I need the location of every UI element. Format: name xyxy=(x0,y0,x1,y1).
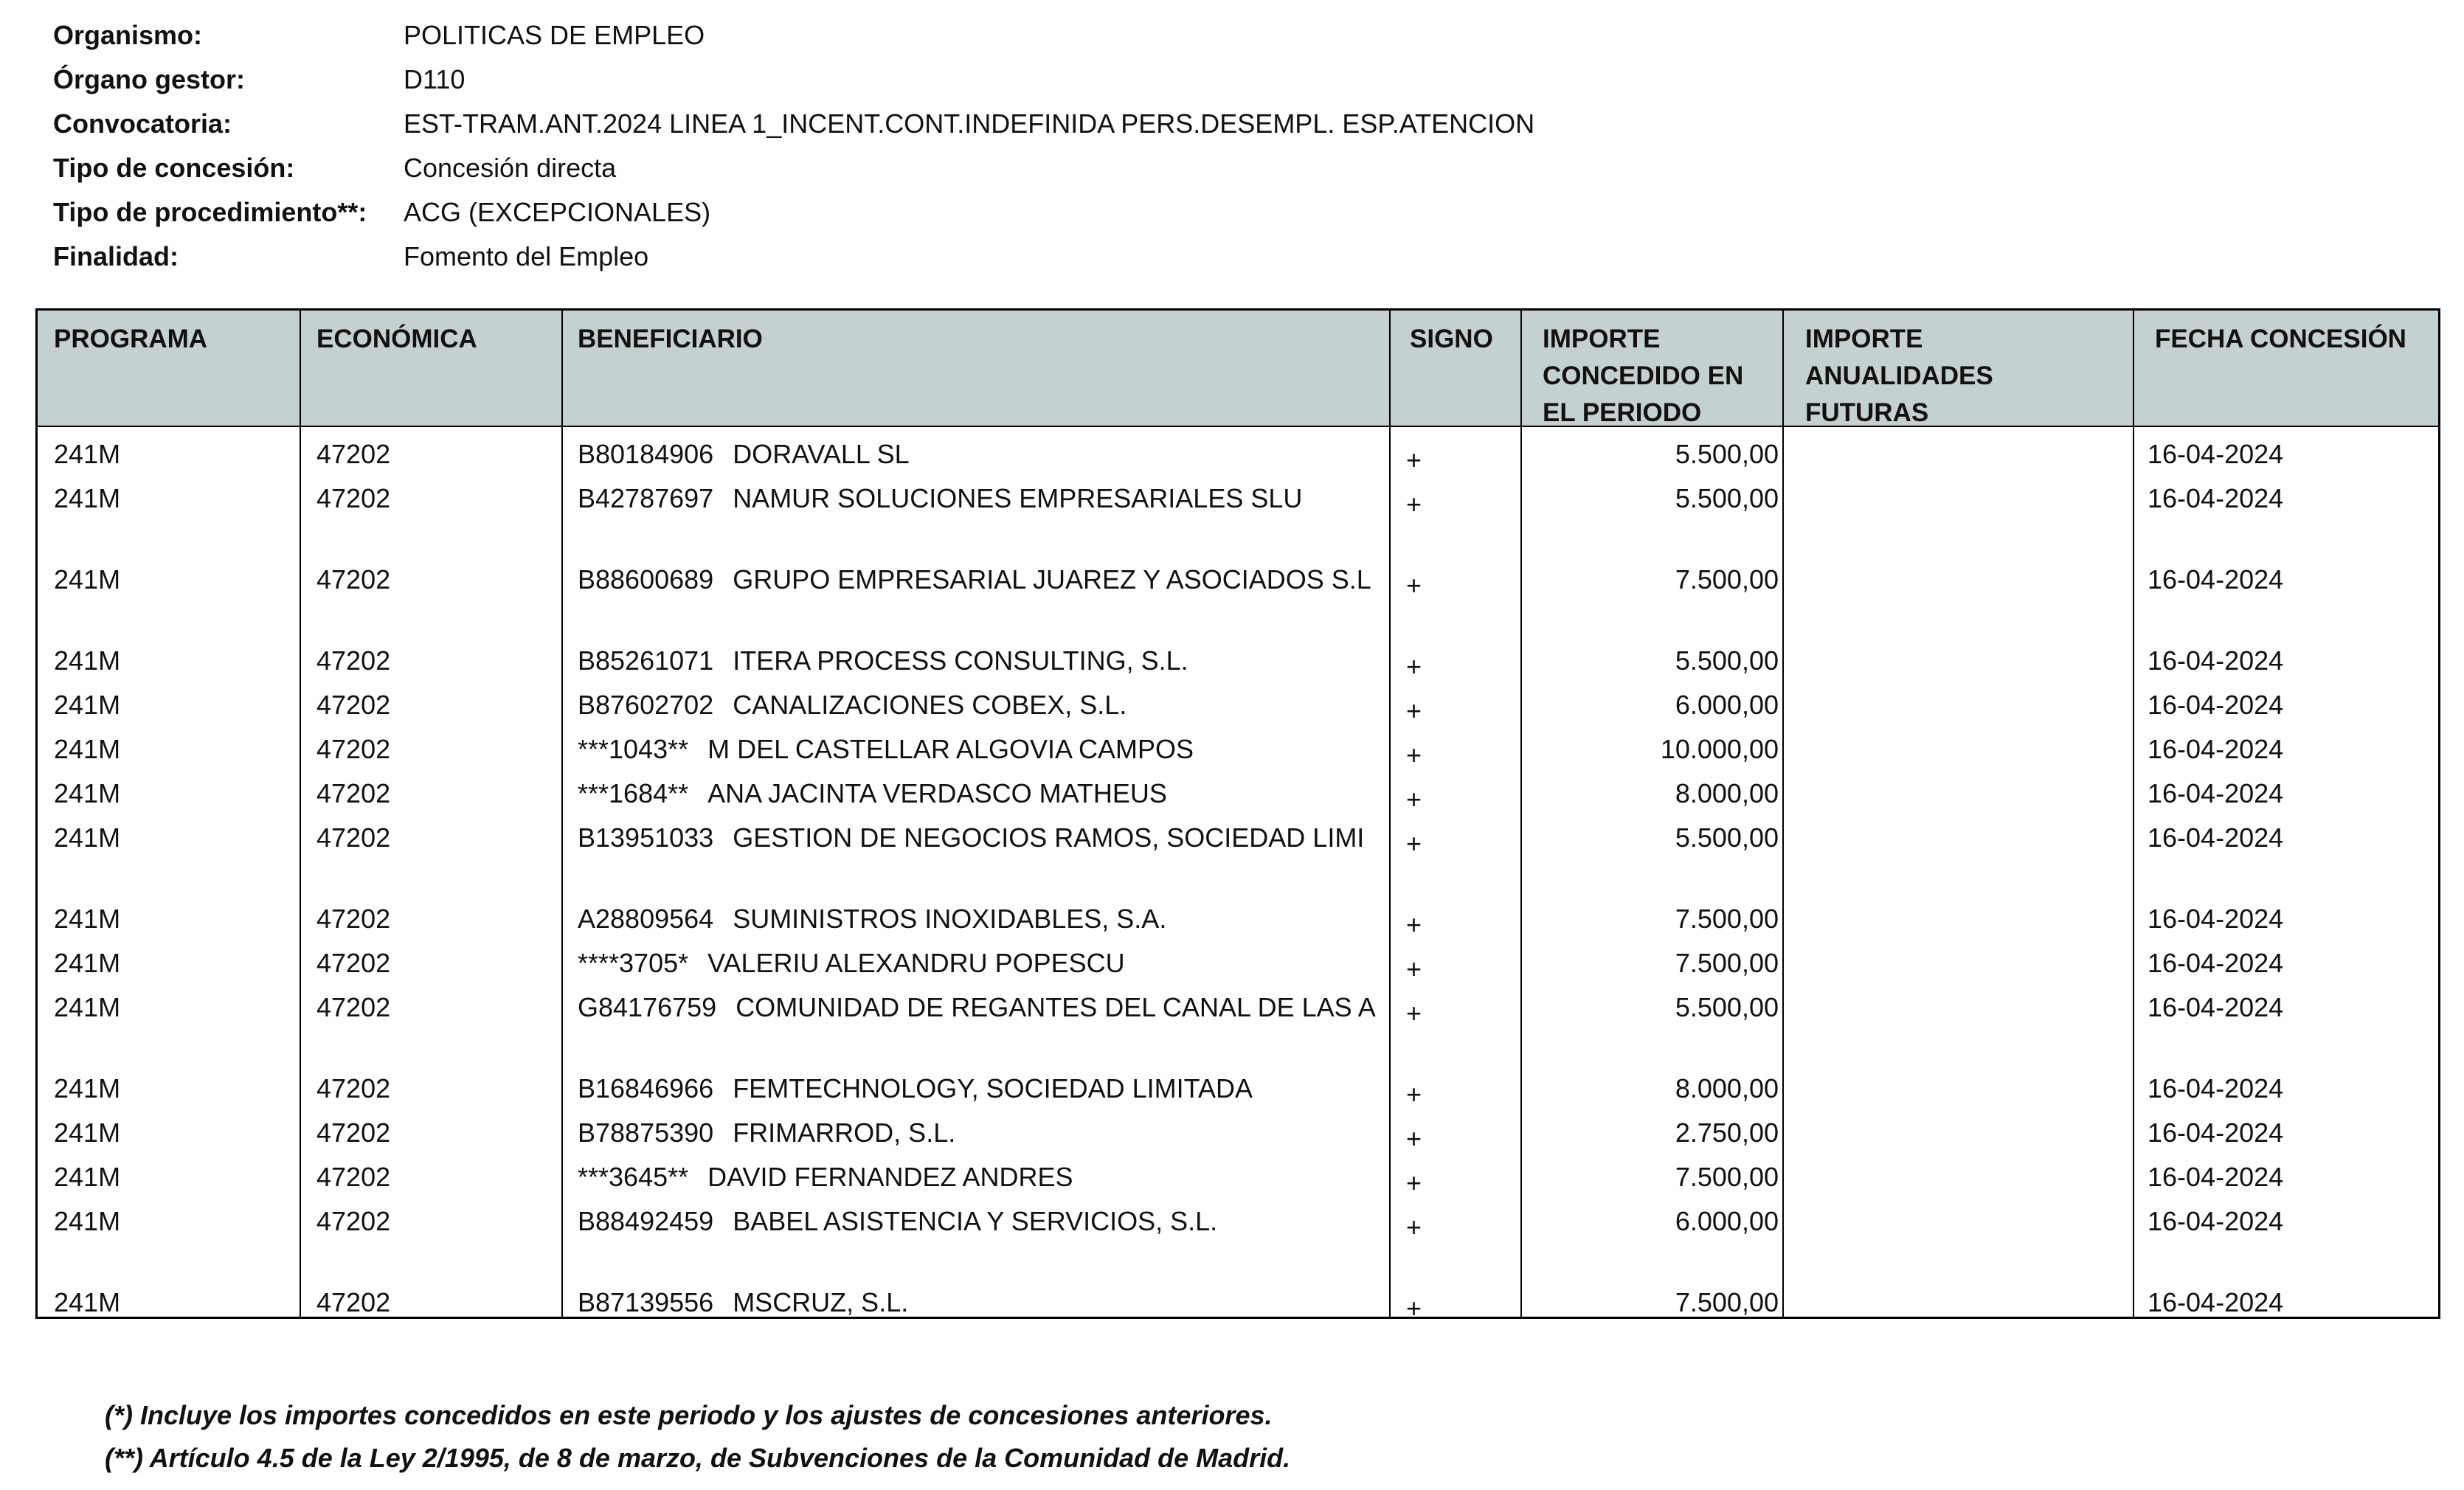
cell-importe: 8.000,00 xyxy=(1675,1073,1779,1103)
cell-importe: 5.500,00 xyxy=(1675,483,1779,513)
cell-importe: 10.000,00 xyxy=(1660,734,1779,764)
cell-importe: 6.000,00 xyxy=(1675,690,1779,720)
cell-economica: 47202 xyxy=(316,734,391,764)
column-header-signo: SIGNO xyxy=(1410,325,1493,353)
info-row-organo-gestor xyxy=(53,58,1534,102)
footnote: (**) Artículo 4.5 de la Ley 2/1995, de 8 de marzo, de Subvenciones de la Comunidad de Madrid. xyxy=(105,1443,1291,1473)
column-header-programa: PROGRAMA xyxy=(54,325,208,353)
beneficiario-nif: B13951033 xyxy=(578,822,714,853)
table-row xyxy=(38,1107,2438,1154)
column-header-anualidades-futuras xyxy=(1805,321,1993,432)
cell-beneficiario xyxy=(578,687,1411,724)
beneficiario-nombre: COMUNIDAD DE REGANTES DEL CANAL DE LAS A xyxy=(736,992,1376,1022)
beneficiario-nif: ****3705* xyxy=(578,948,689,978)
cell-beneficiario xyxy=(578,642,1411,679)
cell-fecha: 16-04-2024 xyxy=(2148,1073,2284,1103)
table-row xyxy=(38,1277,2438,1321)
cell-economica: 47202 xyxy=(316,1073,391,1103)
cell-programa: 241M xyxy=(54,822,121,853)
beneficiario-nif: ***1043** xyxy=(578,734,689,764)
cell-fecha: 16-04-2024 xyxy=(2148,822,2284,853)
cell-fecha: 16-04-2024 xyxy=(2148,948,2284,978)
cell-economica: 47202 xyxy=(316,483,391,513)
cell-beneficiario xyxy=(578,1203,1411,1240)
info-row-tipo-concesion xyxy=(53,146,1534,190)
cell-beneficiario xyxy=(578,1284,1411,1321)
cell-importe: 5.500,00 xyxy=(1675,645,1779,676)
info-label: Finalidad: xyxy=(53,241,179,271)
cell-programa: 241M xyxy=(54,483,121,513)
cell-programa: 241M xyxy=(54,1118,121,1148)
header-line: FUTURAS xyxy=(1805,398,1929,427)
info-value: ACG (EXCEPCIONALES) xyxy=(404,197,711,227)
info-value: Concesión directa xyxy=(404,153,617,183)
cell-programa: 241M xyxy=(54,1287,121,1317)
header-line: CONCEDIDO EN xyxy=(1543,361,1744,390)
cell-fecha: 16-04-2024 xyxy=(2148,734,2284,764)
cell-economica: 47202 xyxy=(316,822,391,853)
info-value: D110 xyxy=(404,64,466,94)
cell-fecha: 16-04-2024 xyxy=(2148,690,2284,720)
cell-signo: + xyxy=(1406,651,1422,682)
column-header-importe-concedido xyxy=(1543,321,1743,432)
beneficiario-nombre: FRIMARROD, S.L. xyxy=(733,1118,956,1148)
cell-economica: 47202 xyxy=(316,1287,391,1317)
cell-importe: 7.500,00 xyxy=(1675,948,1779,978)
column-header-economica: ECONÓMICA xyxy=(316,325,477,353)
cell-signo: + xyxy=(1406,828,1422,859)
info-value: Fomento del Empleo xyxy=(404,241,649,271)
table-row xyxy=(38,1063,2438,1107)
header-line: IMPORTE xyxy=(1805,325,1923,353)
cell-fecha: 16-04-2024 xyxy=(2148,778,2284,808)
cell-signo: + xyxy=(1406,954,1422,984)
table-header xyxy=(38,311,2438,427)
cell-programa: 241M xyxy=(54,645,121,676)
cell-importe: 7.500,00 xyxy=(1675,1287,1779,1317)
beneficiario-nombre: M DEL CASTELLAR ALGOVIA CAMPOS xyxy=(707,734,1194,764)
beneficiario-nombre: DORAVALL SL xyxy=(733,439,910,469)
cell-beneficiario xyxy=(578,436,1411,473)
cell-fecha: 16-04-2024 xyxy=(2148,645,2284,676)
cell-economica: 47202 xyxy=(316,1162,391,1192)
cell-programa: 241M xyxy=(54,439,121,469)
beneficiario-nombre: ITERA PROCESS CONSULTING, S.L. xyxy=(733,645,1188,676)
table-row xyxy=(38,635,2438,682)
info-label: Tipo de procedimiento**: xyxy=(53,197,367,227)
cell-fecha: 16-04-2024 xyxy=(2148,992,2284,1022)
beneficiario-nombre: NAMUR SOLUCIONES EMPRESARIALES SLU xyxy=(733,483,1303,513)
info-label: Organismo: xyxy=(53,20,203,50)
cell-economica: 47202 xyxy=(316,1206,391,1236)
cell-economica: 47202 xyxy=(316,904,391,934)
cell-importe: 7.500,00 xyxy=(1675,1162,1779,1192)
table-row xyxy=(38,893,2438,938)
cell-beneficiario xyxy=(578,1115,1411,1151)
info-value: EST-TRAM.ANT.2024 LINEA 1_INCENT.CONT.INDEFINIDA PERS.DESEMPL. ESP.ATENCION xyxy=(404,108,1535,139)
beneficiario-nif: B85261071 xyxy=(578,645,714,676)
beneficiario-nombre: VALERIU ALEXANDRU POPESCU xyxy=(707,948,1125,978)
cell-fecha: 16-04-2024 xyxy=(2148,1162,2284,1192)
table-row xyxy=(38,768,2438,812)
cell-economica: 47202 xyxy=(316,1118,391,1148)
beneficiario-nif: G84176759 xyxy=(578,992,717,1022)
footnote: (*) Incluye los importes concedidos en este periodo y los ajustes de concesiones anteriores. xyxy=(105,1400,1273,1430)
cell-beneficiario xyxy=(578,480,1411,517)
header-info xyxy=(53,13,1534,279)
grants-table xyxy=(35,308,2440,1323)
header-line: ANUALIDADES xyxy=(1805,361,1993,390)
beneficiario-nif: B88492459 xyxy=(578,1206,714,1236)
cell-fecha: 16-04-2024 xyxy=(2148,439,2284,469)
beneficiario-nombre: ANA JACINTA VERDASCO MATHEUS xyxy=(707,778,1167,808)
footnotes xyxy=(105,1394,1290,1480)
info-row-convocatoria xyxy=(53,102,1534,146)
cell-programa: 241M xyxy=(54,778,121,808)
cell-economica: 47202 xyxy=(316,778,391,808)
cell-importe: 2.750,00 xyxy=(1675,1118,1779,1148)
cell-beneficiario xyxy=(578,1070,1411,1107)
cell-economica: 47202 xyxy=(316,564,391,595)
cell-importe: 5.500,00 xyxy=(1675,992,1779,1022)
cell-signo: + xyxy=(1406,570,1422,600)
cell-programa: 241M xyxy=(54,1162,121,1192)
beneficiario-nombre: CANALIZACIONES COBEX, S.L. xyxy=(733,690,1127,720)
info-value: POLITICAS DE EMPLEO xyxy=(404,20,705,50)
cell-signo: + xyxy=(1406,696,1422,726)
cell-fecha: 16-04-2024 xyxy=(2148,904,2284,934)
cell-beneficiario xyxy=(578,901,1411,938)
beneficiario-nombre: MSCRUZ, S.L. xyxy=(733,1287,909,1317)
cell-programa: 241M xyxy=(54,904,121,934)
cell-signo: + xyxy=(1406,1123,1422,1154)
table-row xyxy=(38,429,2438,473)
cell-signo: + xyxy=(1406,784,1422,814)
cell-signo: + xyxy=(1406,489,1422,519)
cell-programa: 241M xyxy=(54,1073,121,1103)
beneficiario-nif: B42787697 xyxy=(578,483,714,513)
beneficiario-nif: B87139556 xyxy=(578,1287,714,1317)
cell-signo: + xyxy=(1406,998,1422,1028)
beneficiario-nif: B88600689 xyxy=(578,564,714,595)
beneficiario-nombre: FEMTECHNOLOGY, SOCIEDAD LIMITADA xyxy=(733,1073,1253,1103)
cell-signo: + xyxy=(1406,1079,1422,1109)
info-label: Órgano gestor: xyxy=(53,64,246,94)
beneficiario-nif: B80184906 xyxy=(578,439,714,469)
cell-fecha: 16-04-2024 xyxy=(2148,564,2284,595)
table-row xyxy=(38,679,2438,724)
table-body xyxy=(38,429,2438,1321)
column-header-fecha-concesion: FECHA CONCESIÓN xyxy=(2155,325,2406,353)
cell-programa: 241M xyxy=(54,948,121,978)
table-row xyxy=(38,554,2438,635)
header-line: IMPORTE xyxy=(1543,325,1661,353)
cell-beneficiario xyxy=(578,1159,1411,1196)
table-row xyxy=(38,812,2438,893)
table-row xyxy=(38,1196,2438,1277)
cell-programa: 241M xyxy=(54,690,121,720)
cell-fecha: 16-04-2024 xyxy=(2148,483,2284,513)
cell-programa: 241M xyxy=(54,564,121,595)
cell-signo: + xyxy=(1406,1212,1422,1242)
info-row-tipo-procedimiento xyxy=(53,190,1534,235)
cell-signo: + xyxy=(1406,1168,1422,1198)
cell-importe: 7.500,00 xyxy=(1675,904,1779,934)
table-row xyxy=(38,938,2438,982)
cell-importe: 5.500,00 xyxy=(1675,439,1779,469)
cell-economica: 47202 xyxy=(316,645,391,676)
cell-signo: + xyxy=(1406,909,1422,940)
beneficiario-nif: B87602702 xyxy=(578,690,714,720)
beneficiario-nif: ***3645** xyxy=(578,1162,689,1192)
table-row xyxy=(38,724,2438,768)
cell-beneficiario xyxy=(578,820,1411,856)
cell-fecha: 16-04-2024 xyxy=(2148,1118,2284,1148)
cell-signo: + xyxy=(1406,1293,1422,1323)
cell-importe: 5.500,00 xyxy=(1675,822,1779,853)
cell-importe: 7.500,00 xyxy=(1675,564,1779,595)
cell-fecha: 16-04-2024 xyxy=(2148,1287,2284,1317)
table-row xyxy=(38,1151,2438,1196)
beneficiario-nif: B16846966 xyxy=(578,1073,714,1103)
beneficiario-nombre: BABEL ASISTENCIA Y SERVICIOS, S.L. xyxy=(733,1206,1218,1236)
cell-programa: 241M xyxy=(54,734,121,764)
column-header-beneficiario: BENEFICIARIO xyxy=(578,325,763,353)
table-row xyxy=(38,982,2438,1063)
cell-signo: + xyxy=(1406,740,1422,770)
cell-economica: 47202 xyxy=(316,948,391,978)
cell-fecha: 16-04-2024 xyxy=(2148,1206,2284,1236)
cell-beneficiario xyxy=(578,731,1411,768)
cell-beneficiario xyxy=(578,945,1411,982)
header-line: EL PERIODO xyxy=(1543,398,1702,427)
beneficiario-nombre: DAVID FERNANDEZ ANDRES xyxy=(707,1162,1073,1192)
table-row xyxy=(38,473,2438,554)
beneficiario-nif: B78875390 xyxy=(578,1118,714,1148)
beneficiario-nif: A28809564 xyxy=(578,904,714,934)
cell-beneficiario xyxy=(578,561,1411,598)
info-label: Convocatoria: xyxy=(53,108,232,139)
info-label: Tipo de concesión: xyxy=(53,153,295,183)
beneficiario-nombre: GESTION DE NEGOCIOS RAMOS, SOCIEDAD LIMI xyxy=(733,822,1365,853)
cell-economica: 47202 xyxy=(316,690,391,720)
cell-beneficiario xyxy=(578,775,1411,812)
cell-importe: 8.000,00 xyxy=(1675,778,1779,808)
cell-economica: 47202 xyxy=(316,439,391,469)
cell-programa: 241M xyxy=(54,992,121,1022)
beneficiario-nombre: GRUPO EMPRESARIAL JUAREZ Y ASOCIADOS S.L xyxy=(733,564,1371,595)
cell-importe: 6.000,00 xyxy=(1675,1206,1779,1236)
info-row-organismo xyxy=(53,13,1534,58)
cell-beneficiario xyxy=(578,989,1411,1026)
beneficiario-nif: ***1684** xyxy=(578,778,689,808)
cell-economica: 47202 xyxy=(316,992,391,1022)
beneficiario-nombre: SUMINISTROS INOXIDABLES, S.A. xyxy=(733,904,1167,934)
info-row-finalidad xyxy=(53,235,1534,279)
cell-programa: 241M xyxy=(54,1206,121,1236)
cell-signo: + xyxy=(1406,445,1422,475)
